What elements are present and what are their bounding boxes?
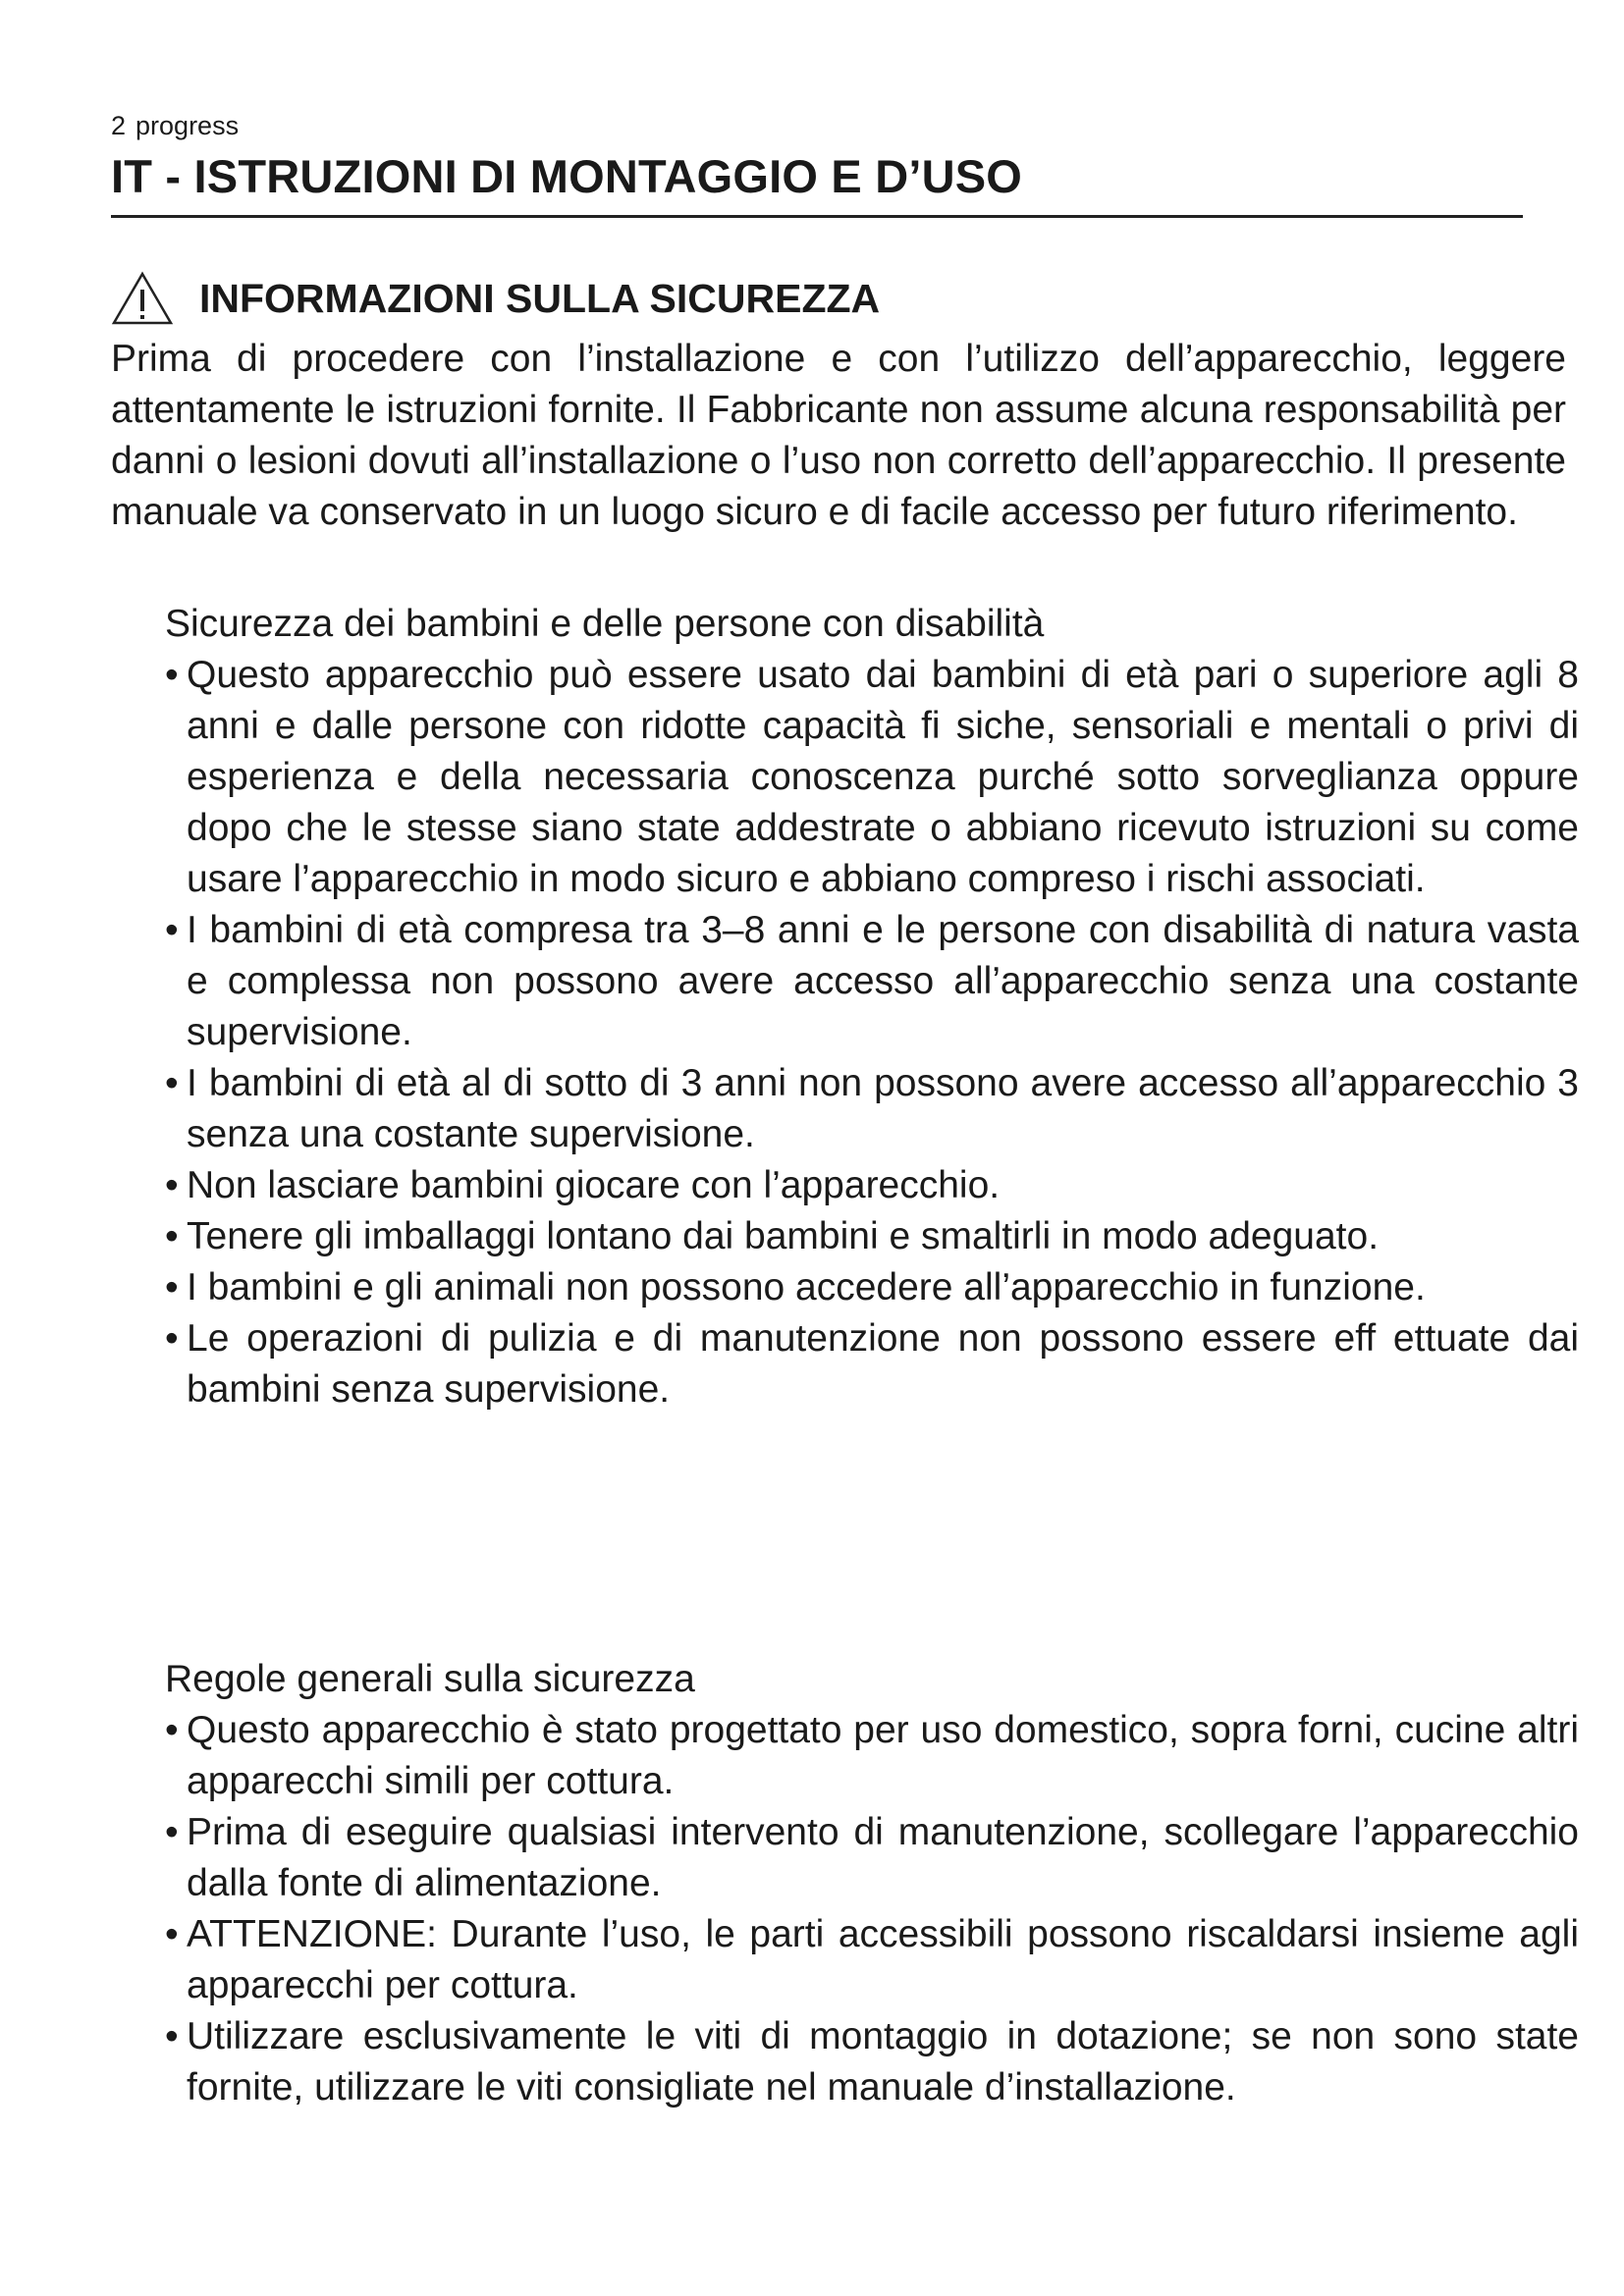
warning-triangle-icon [111, 271, 174, 326]
page-number: 2 [111, 111, 127, 140]
title-divider [111, 215, 1523, 218]
general-rules-heading: Regole generali sulla sicurezza [165, 1658, 695, 1700]
list-item: • Le operazioni di pulizia e di manutenzione non possono essere eff ettuate dai bambini senza supervisione. [165, 1313, 1579, 1415]
list-item: • Prima di eseguire qualsiasi intervento di manutenzione, scollegare l’apparecchio dalla fonte di alimentazione. [165, 1807, 1579, 1909]
list-item: • Questo apparecchio può essere usato dai bambini di età pari o superiore agli 8 anni e dalle persone con ridotte capacità fi siche, sensoriali e mentali o privi di esperienza e della necessaria conoscenza purché sotto sorveglianza oppure dopo che le stesse siano state addestrate o abbiano ricevuto istruzioni su come usare l’apparecchio in modo sicuro e abbiano compreso i rischi associati. [165, 650, 1579, 905]
list-item: • Utilizzare esclusivamente le viti di montaggio in dotazione; se non sono state fornite, utilizzare le viti consigliate nel manuale d’installazione. [165, 2011, 1579, 2113]
section-heading-text: INFORMAZIONI SULLA SICUREZZA [199, 276, 881, 321]
list-item: • Non lasciare bambini giocare con l’apparecchio. [165, 1160, 1579, 1211]
children-safety-list [165, 650, 1579, 1415]
general-rules-list [165, 1705, 1579, 2113]
intro-paragraph: Prima di procedere con l’installazione e con l’utilizzo dell’apparecchio, leggere attentamente le istruzioni fornite. Il Fabbricante non assume alcuna responsabilità per danni o lesioni dovuti all’installazione o l’uso non corretto dell’apparecchio. Il presente manuale va conservato in un luogo sicuro e di facile accesso per futuro riferimento. [111, 338, 1566, 533]
list-item: • Questo apparecchio è stato progettato per uso domestico, sopra forni, cucine altri apparecchi simili per cottura. [165, 1705, 1579, 1807]
brand-name: progress [135, 111, 240, 140]
children-safety-heading: Sicurezza dei bambini e delle persone con disabilità [165, 603, 1045, 645]
list-item: • I bambini e gli animali non possono accedere all’apparecchio in funzione. [165, 1262, 1579, 1313]
list-item: • I bambini di età al di sotto di 3 anni non possono avere accesso all’apparecchio 3 senza una costante supervisione. [165, 1058, 1579, 1160]
list-item: • Tenere gli imballaggi lontano dai bambini e smaltirli in modo adeguato. [165, 1211, 1579, 1262]
list-item: • ATTENZIONE: Durante l’uso, le parti accessibili possono riscaldarsi insieme agli apparecchi per cottura. [165, 1909, 1579, 2011]
document-title: IT - ISTRUZIONI DI MONTAGGIO E D’USO [111, 150, 1023, 202]
safety-section-heading [111, 263, 880, 334]
page-header [111, 110, 239, 141]
list-item: • I bambini di età compresa tra 3–8 anni e le persone con disabilità di natura vasta e complessa non possono avere accesso all’apparecchio senza una costante supervisione. [165, 905, 1579, 1058]
